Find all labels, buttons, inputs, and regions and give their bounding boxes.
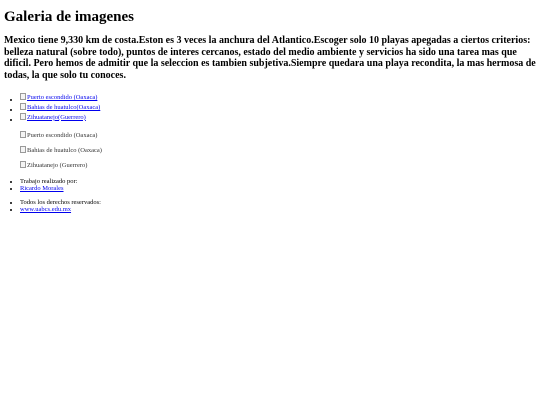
credits-label: • Trabajo realizado por: — [20, 178, 536, 186]
site-link[interactable]: www.uabcs.edu.mx — [20, 206, 72, 214]
thumbnail-link-zihuatanejo[interactable] — [20, 114, 86, 122]
intro-paragraph: Mexico tiene 9,330 km de costa.Eston es 3 veces la anchura del Atlantico.Escoger solo 10 playas apegadas a ciertos criterios: belleza natural (sobre todo), puntos de interes cercanos, estado del medio ambiente y servicios ha sido una tarea mas que dificil. Pero hemos de admitir que la seleccion es tambien subjetiva.Siempre quedara una playa recondita, la mas hermosa de todas, la que solo tu conoces. — [4, 35, 536, 81]
rights-site-item — [20, 206, 536, 214]
broken-image-icon — [20, 146, 26, 153]
credits-author-item — [20, 185, 536, 193]
gallery-image-alt: Bahias de huatulco (Oaxaca) — [27, 147, 102, 155]
broken-image-icon — [20, 161, 26, 168]
thumbnail-label: • Bahias de huatulco(Oaxaca) — [27, 103, 101, 111]
broken-image-icon — [20, 131, 26, 138]
page-title: Galeria de imagenes — [4, 9, 134, 25]
gallery-image-alt: Puerto escondido (Oaxaca) — [27, 132, 98, 140]
broken-image-icon — [20, 113, 26, 120]
thumbnail-list-item — [20, 114, 536, 124]
author-link[interactable]: Ricardo Morales — [20, 185, 64, 193]
gallery-image-alt: Zihuatanejo (Guerrero) — [27, 162, 88, 170]
broken-image-icon — [20, 93, 26, 100]
gallery-image-bahias-de-huatulco — [20, 147, 536, 155]
gallery-image-puerto-escondido — [20, 132, 536, 140]
thumbnail-list-item — [20, 104, 536, 114]
broken-image-icon — [20, 103, 26, 110]
rights-list — [4, 199, 536, 214]
thumbnail-label: • Puerto escondido (Oaxaca) — [27, 94, 98, 101]
thumbnail-label: • Zihuatanejo(Guerrero) — [27, 113, 86, 121]
thumbnail-link-list — [4, 94, 536, 124]
thumbnail-list-item — [20, 94, 536, 104]
thumbnail-link-bahias-de-huatulco[interactable] — [20, 104, 100, 112]
gallery-image-zihuatanejo — [20, 162, 536, 170]
image-gallery — [4, 132, 536, 170]
thumbnail-link-puerto-escondido[interactable] — [20, 94, 97, 102]
credits-list — [4, 178, 536, 193]
rights-label: • Todos los derechos reservados: — [20, 199, 536, 207]
